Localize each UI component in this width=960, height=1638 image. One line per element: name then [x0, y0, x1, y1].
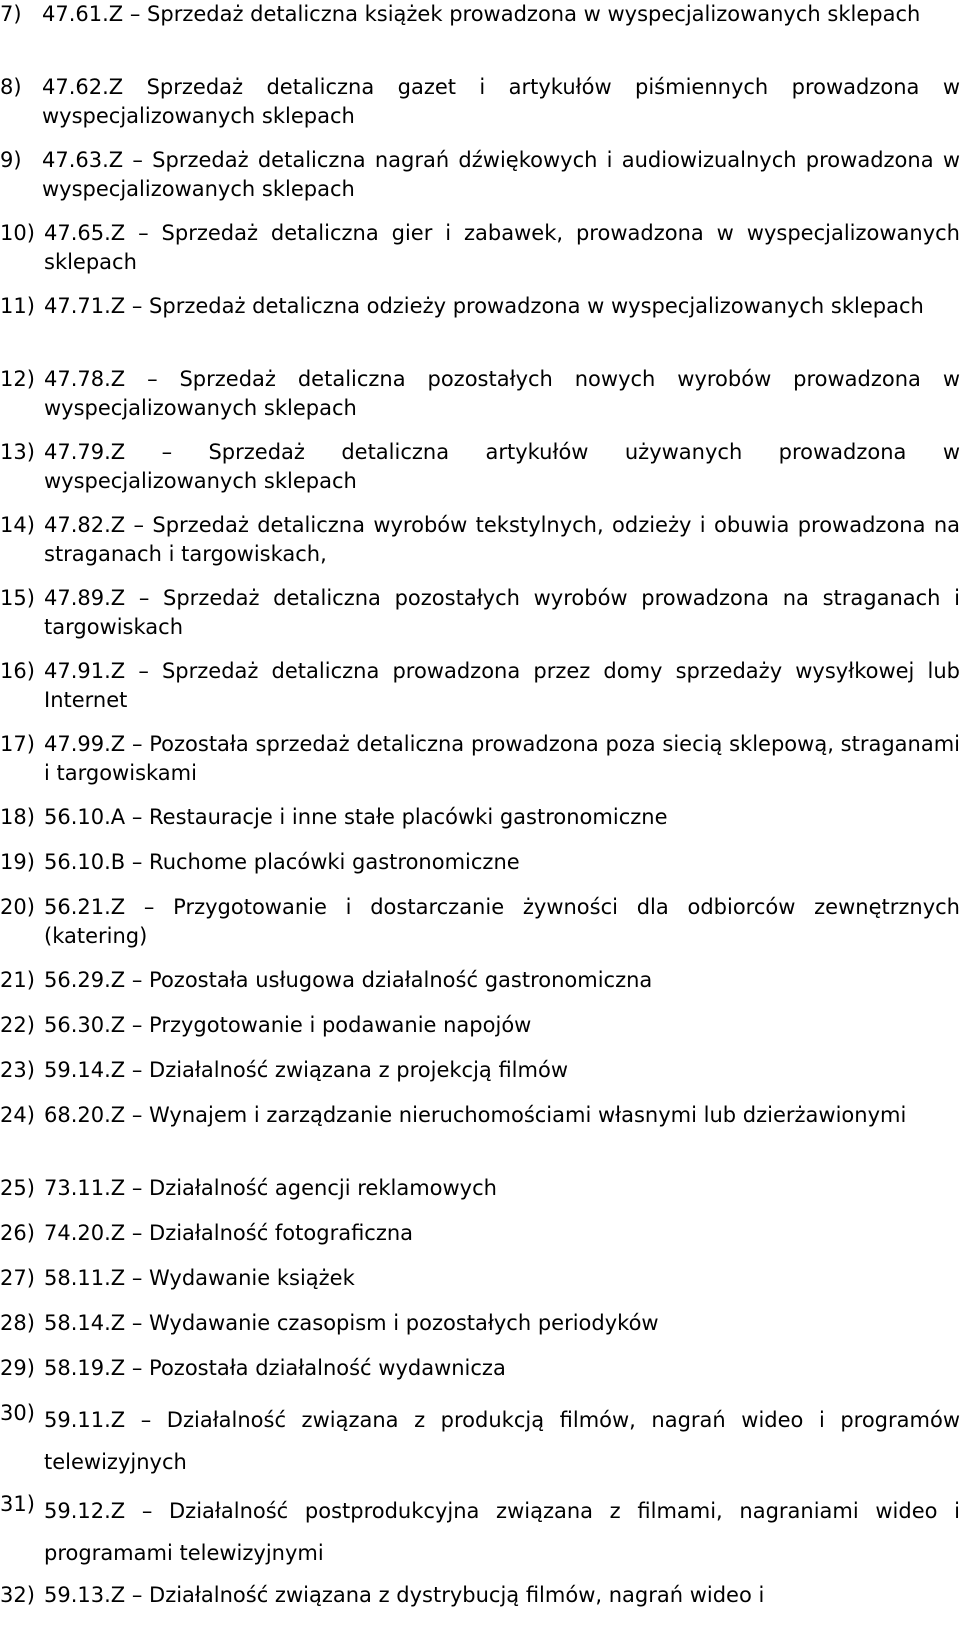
item-number: 30) — [0, 1401, 35, 1425]
list-item — [0, 1309, 960, 1354]
list-item — [0, 73, 960, 146]
item-number: 29) — [0, 1356, 35, 1380]
list-item — [0, 848, 960, 893]
item-number: 16) — [0, 659, 35, 683]
item-number: 19) — [0, 850, 35, 874]
item-number: 32) — [0, 1583, 35, 1607]
item-text: 56.10.A – Restauracje i inne stałe placówki gastronomiczne — [44, 805, 668, 829]
list-item — [0, 1101, 960, 1174]
item-text: 73.11.Z – Działalność agencji reklamowych — [44, 1176, 497, 1200]
item-text: 58.11.Z – Wydawanie książek — [44, 1266, 355, 1290]
item-number: 24) — [0, 1103, 35, 1127]
item-number: 21) — [0, 968, 35, 992]
item-number: 17) — [0, 732, 35, 756]
item-number: 26) — [0, 1221, 35, 1245]
list-item — [0, 657, 960, 730]
item-text: 68.20.Z – Wynajem i zarządzanie nieruchomościami własnymi lub dzierżawionymi — [44, 1103, 907, 1127]
item-number: 31) — [0, 1492, 35, 1516]
item-text: 47.65.Z – Sprzedaż detaliczna gier i zabawek, prowadzona w wyspecjalizowanych sklepach — [44, 221, 960, 274]
item-number: 28) — [0, 1311, 35, 1335]
item-text: 47.82.Z – Sprzedaż detaliczna wyrobów tekstylnych, odzieży i obuwia prowadzona na straganach i targowiskach, — [44, 513, 960, 566]
list-item — [0, 1264, 960, 1309]
list-item — [0, 146, 960, 219]
item-text: 59.13.Z – Działalność związana z dystrybucją filmów, nagrań wideo i — [44, 1583, 765, 1607]
item-text: 58.19.Z – Pozostała działalność wydawnicza — [44, 1356, 506, 1380]
item-number: 9) — [0, 148, 22, 172]
item-number: 18) — [0, 805, 35, 829]
list-item — [0, 365, 960, 438]
list-item — [0, 292, 960, 365]
list-item — [0, 1581, 960, 1633]
item-text: 47.78.Z – Sprzedaż detaliczna pozostałych nowych wyrobów prowadzona w wyspecjalizowanych sklepach — [44, 367, 960, 420]
list-item — [0, 219, 960, 292]
item-text: 47.99.Z – Pozostała sprzedaż detaliczna prowadzona poza siecią sklepową, straganami i targowiskami — [44, 732, 960, 785]
item-text: 47.61.Z – Sprzedaż detaliczna książek prowadzona w wyspecjalizowanych sklepach — [42, 2, 921, 26]
item-number: 20) — [0, 895, 35, 919]
item-number: 27) — [0, 1266, 35, 1290]
item-number: 11) — [0, 294, 35, 318]
list-item — [0, 803, 960, 848]
item-number: 25) — [0, 1176, 35, 1200]
list-item — [0, 1490, 960, 1581]
item-number: 14) — [0, 513, 35, 537]
list-item — [0, 1354, 960, 1399]
item-text: 47.89.Z – Sprzedaż detaliczna pozostałych wyrobów prowadzona na straganach i targowiskach — [44, 586, 960, 639]
item-number: 12) — [0, 367, 35, 391]
item-text: 47.71.Z – Sprzedaż detaliczna odzieży prowadzona w wyspecjalizowanych sklepach — [44, 294, 924, 318]
item-text: 56.29.Z – Pozostała usługowa działalność gastronomiczna — [44, 968, 653, 992]
list-item — [0, 0, 960, 73]
list-item — [0, 1056, 960, 1101]
item-text: 56.10.B – Ruchome placówki gastronomiczne — [44, 850, 520, 874]
list-item — [0, 966, 960, 1011]
list-item — [0, 1174, 960, 1219]
item-text: 47.79.Z – Sprzedaż detaliczna artykułów używanych prowadzona w wyspecjalizowanych sklepach — [44, 440, 960, 493]
item-number: 8) — [0, 75, 22, 99]
item-text: 58.14.Z – Wydawanie czasopism i pozostałych periodyków — [44, 1311, 659, 1335]
item-text: 74.20.Z – Działalność fotograficzna — [44, 1221, 414, 1245]
item-text: 47.63.Z – Sprzedaż detaliczna nagrań dźwiękowych i audiowizualnych prowadzona w wyspecjalizowanych sklepach — [42, 148, 960, 201]
item-text: 56.21.Z – Przygotowanie i dostarczanie żywności dla odbiorców zewnętrznych (katering) — [44, 895, 960, 948]
list-item — [0, 584, 960, 657]
item-number: 22) — [0, 1013, 35, 1037]
item-number: 15) — [0, 586, 35, 610]
item-number: 7) — [0, 2, 22, 26]
item-text: 47.91.Z – Sprzedaż detaliczna prowadzona przez domy sprzedaży wysyłkowej lub Internet — [44, 659, 960, 712]
item-number: 10) — [0, 221, 35, 245]
list-item — [0, 1011, 960, 1056]
list-item — [0, 893, 960, 966]
item-number: 23) — [0, 1058, 35, 1082]
list-item — [0, 438, 960, 511]
item-text: 56.30.Z – Przygotowanie i podawanie napojów — [44, 1013, 532, 1037]
list-item — [0, 1219, 960, 1264]
item-number: 13) — [0, 440, 35, 464]
item-text: 59.12.Z – Działalność postprodukcyjna związana z filmami, nagraniami wideo i programami telewizyjnymi — [44, 1499, 960, 1565]
list-item — [0, 511, 960, 584]
item-text: 59.11.Z – Działalność związana z produkcją filmów, nagrań wideo i programów telewizyjnych — [44, 1408, 960, 1474]
item-text: 47.62.Z Sprzedaż detaliczna gazet i artykułów piśmiennych prowadzona w wyspecjalizowanych sklepach — [42, 75, 960, 128]
item-text: 59.14.Z – Działalność związana z projekcją filmów — [44, 1058, 568, 1082]
list-item — [0, 730, 960, 803]
list-item — [0, 1399, 960, 1490]
